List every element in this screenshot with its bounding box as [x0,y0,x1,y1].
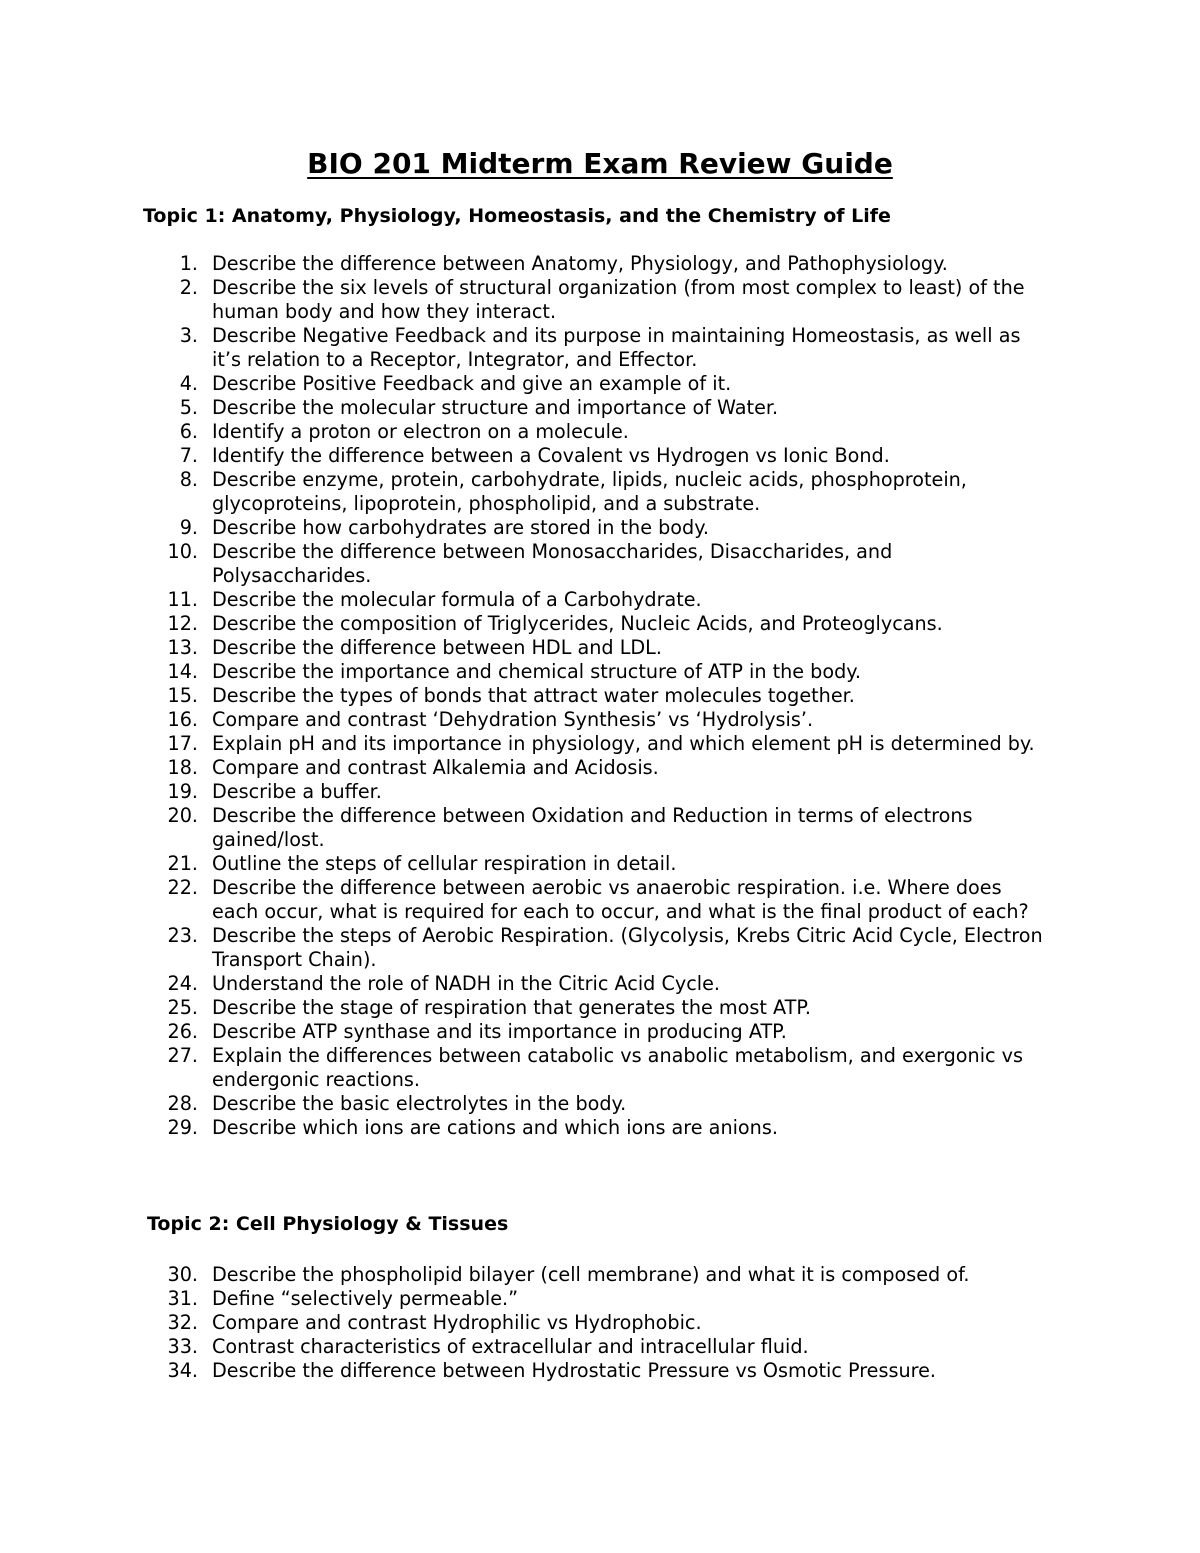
question-text: Describe the importance and chemical structure of ATP in the body. [212,660,861,683]
question-text: Describe the molecular formula of a Carbohydrate. [212,588,702,611]
question-text: Describe the steps of Aerobic Respiration. (Glycolysis, Krebs Citric Acid Cycle, Electron Transport Chain). [212,924,1043,971]
question-item [0,684,1200,708]
question-text: Understand the role of NADH in the Citric Acid Cycle. [212,972,720,995]
question-text: Describe the six levels of structural organization (from most complex to least) of the human body and how they interact. [212,276,1025,323]
question-text: Describe the phospholipid bilayer (cell membrane) and what it is composed of. [212,1263,970,1286]
question-text: Describe the stage of respiration that generates the most ATP. [212,996,812,1019]
question-text: Identify a proton or electron on a molecule. [212,420,629,443]
question-number: 13. [167,636,198,659]
question-number: 32. [167,1311,198,1334]
question-number: 26. [167,1020,198,1043]
question-text: Outline the steps of cellular respiration in detail. [212,852,677,875]
question-text: Contrast characteristics of extracellular and intracellular fluid. [212,1335,809,1358]
question-number: 7. [179,444,198,467]
document-title [0,144,1200,184]
question-text: Identify the difference between a Covalent vs Hydrogen vs Ionic Bond. [212,444,890,467]
question-item [0,420,1200,444]
question-item [0,1020,1200,1044]
question-text: Describe the difference between Oxidation and Reduction in terms of electrons gained/lost. [212,804,973,851]
question-number: 31. [167,1287,198,1310]
question-number: 21. [167,852,198,875]
topic-2-heading: Topic 2: Cell Physiology & Tissues [147,1213,509,1235]
question-number: 8. [179,468,198,491]
question-text: Describe the basic electrolytes in the body. [212,1092,627,1115]
question-text: Describe Negative Feedback and its purpose in maintaining Homeostasis, as well as it’s relation to a Receptor, Integrator, and Effector. [212,324,1021,371]
question-text: Describe a buffer. [212,780,382,803]
question-item [0,780,1200,804]
question-item [0,996,1200,1020]
question-text: Describe which ions are cations and which ions are anions. [212,1116,778,1139]
question-number: 18. [167,756,198,779]
question-item [0,1044,1200,1092]
question-number: 15. [167,684,198,707]
topic-2-question-list [0,1263,1200,1383]
question-text: Describe the composition of Triglycerides, Nucleic Acids, and Proteoglycans. [212,612,943,635]
question-number: 20. [167,804,198,827]
question-number: 1. [179,252,198,275]
question-text: Describe the difference between HDL and LDL. [212,636,662,659]
question-number: 25. [167,996,198,1019]
question-number: 4. [179,372,198,395]
question-text: Explain pH and its importance in physiology, and which element pH is determined by. [212,732,1035,755]
question-item [0,972,1200,996]
question-item [0,612,1200,636]
question-item [0,852,1200,876]
question-item [0,252,1200,276]
question-item [0,468,1200,516]
document-title-text: BIO 201 Midterm Exam Review Guide [307,147,893,180]
question-text: Explain the differences between catabolic vs anabolic metabolism, and exergonic vs endergonic reactions. [212,1044,1024,1091]
question-number: 12. [167,612,198,635]
question-text: Describe how carbohydrates are stored in the body. [212,516,709,539]
question-item [0,708,1200,732]
question-item [0,444,1200,468]
question-item [0,1287,1200,1311]
question-number: 11. [167,588,198,611]
question-item [0,588,1200,612]
question-text: Describe the difference between aerobic vs anaerobic respiration. i.e. Where does each occur, what is required for each to occur, and what is the final product of each? [212,876,1029,923]
question-text: Describe the types of bonds that attract water molecules together. [212,684,855,707]
topic-1-heading: Topic 1: Anatomy, Physiology, Homeostasis, and the Chemistry of Life [143,205,891,227]
question-number: 27. [167,1044,198,1067]
question-text: Describe the difference between Monosaccharides, Disaccharides, and Polysaccharides. [212,540,893,587]
question-number: 24. [167,972,198,995]
question-text: Compare and contrast Alkalemia and Acidosis. [212,756,659,779]
question-text: Compare and contrast ‘Dehydration Synthesis’ vs ‘Hydrolysis’. [212,708,814,731]
question-number: 6. [179,420,198,443]
question-number: 19. [167,780,198,803]
question-number: 14. [167,660,198,683]
question-text: Describe the difference between Hydrostatic Pressure vs Osmotic Pressure. [212,1359,936,1382]
question-number: 17. [167,732,198,755]
question-text: Describe the molecular structure and importance of Water. [212,396,779,419]
question-text: Describe enzyme, protein, carbohydrate, lipids, nucleic acids, phosphoprotein, glycoproteins, lipoprotein, phospholipid, and a substrate. [212,468,967,515]
question-number: 33. [167,1335,198,1358]
question-number: 22. [167,876,198,899]
topic-1-question-list [0,252,1200,1140]
question-text: Describe Positive Feedback and give an example of it. [212,372,732,395]
question-item [0,1263,1200,1287]
question-item [0,756,1200,780]
question-text: Describe the difference between Anatomy, Physiology, and Pathophysiology. [212,252,948,275]
question-text: Describe ATP synthase and its importance in producing ATP. [212,1020,787,1043]
question-number: 16. [167,708,198,731]
question-item [0,876,1200,924]
question-number: 10. [167,540,198,563]
question-item [0,1359,1200,1383]
question-item [0,636,1200,660]
question-item [0,660,1200,684]
question-item [0,732,1200,756]
question-number: 29. [167,1116,198,1139]
question-number: 28. [167,1092,198,1115]
question-number: 9. [179,516,198,539]
question-item [0,1092,1200,1116]
question-item [0,372,1200,396]
question-item [0,540,1200,588]
question-number: 34. [167,1359,198,1382]
question-item [0,516,1200,540]
question-number: 2. [179,276,198,299]
question-item [0,324,1200,372]
question-item [0,924,1200,972]
question-item [0,804,1200,852]
question-number: 30. [167,1263,198,1286]
question-number: 5. [179,396,198,419]
question-number: 3. [179,324,198,347]
question-text: Compare and contrast Hydrophilic vs Hydrophobic. [212,1311,702,1334]
question-item [0,276,1200,324]
question-item [0,1311,1200,1335]
question-item [0,396,1200,420]
question-item [0,1116,1200,1140]
question-text: Define “selectively permeable.” [212,1287,519,1310]
question-item [0,1335,1200,1359]
question-number: 23. [167,924,198,947]
